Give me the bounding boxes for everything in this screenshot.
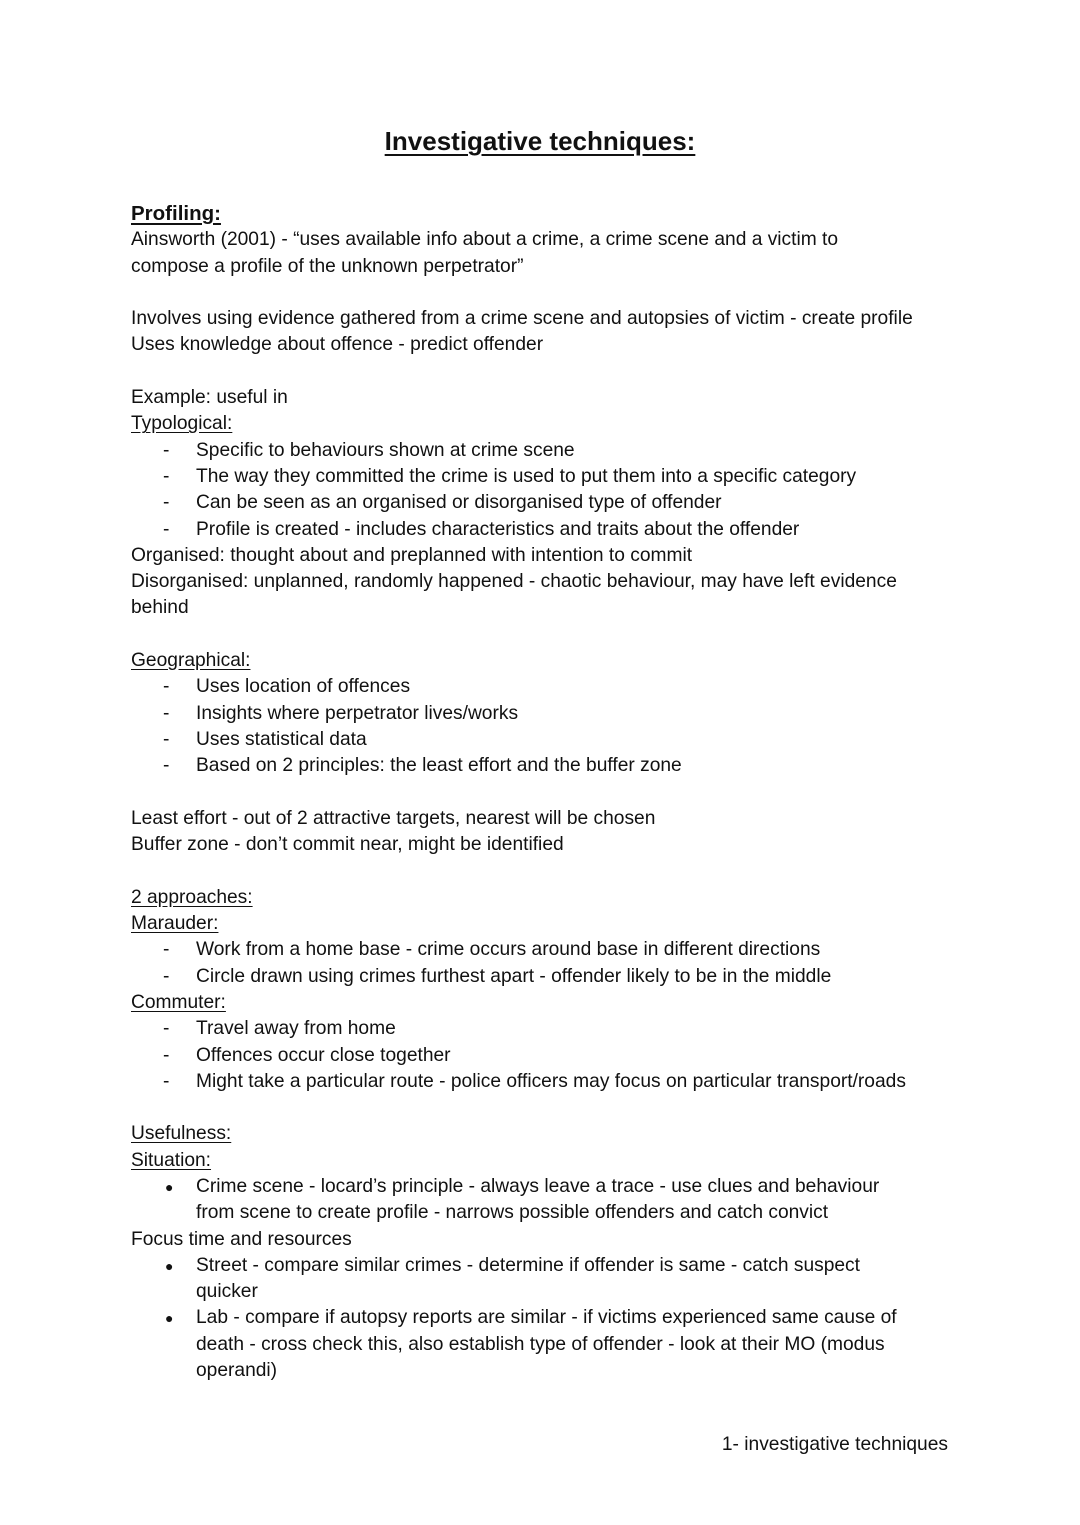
buffer-zone-text: Buffer zone - don’t commit near, might be identified [131, 834, 564, 856]
lab-line-2: death - cross check this, also establish type of offender - look at their MO (modus [196, 1333, 885, 1355]
crime-scene-line-1: Crime scene - locard’s principle - always leave a trace - use clues and behaviour [196, 1175, 880, 1197]
involves-text: Involves using evidence gathered from a crime scene and autopsies of victim - create profile [131, 308, 913, 330]
profiling-heading: Profiling: [131, 202, 221, 225]
situation-heading: Situation: [131, 1149, 212, 1171]
organised-text: Organised: thought about and preplanned with intention to commit [131, 544, 693, 566]
lab-line-3: operandi) [196, 1360, 278, 1382]
list-item: - The way they committed the crime is used to put them into a specific category [131, 464, 961, 490]
list-item: - Specific to behaviours shown at crime scene [131, 438, 961, 464]
list-item: - Work from a home base - crime occurs around base in different directions [131, 937, 961, 963]
focus-list [131, 1253, 961, 1384]
list-item: - Offences occur close together [131, 1043, 961, 1069]
list-item: - Uses location of offences [131, 674, 961, 700]
list-item: - Insights where perpetrator lives/works [131, 701, 961, 727]
crime-scene-line-2: from scene to create profile - narrows possible offenders and catch convict [196, 1202, 829, 1224]
notes-body [131, 201, 961, 1384]
commuter-list [131, 1016, 961, 1095]
disorganised-text-line-2: behind [131, 597, 189, 619]
usefulness-heading: Usefulness: [131, 1123, 232, 1145]
crime-scene-list [131, 1174, 961, 1227]
street-line-1: Street - compare similar crimes - determine if offender is same - catch suspect [196, 1254, 860, 1276]
street-line-2: quicker [196, 1281, 258, 1303]
list-item: - Might take a particular route - police officers may focus on particular transport/roads [131, 1069, 961, 1095]
geographical-heading: Geographical: [131, 650, 251, 672]
typological-heading: Typological: [131, 413, 233, 435]
approaches-heading: 2 approaches: [131, 886, 253, 908]
list-item: - Profile is created - includes characteristics and traits about the offender [131, 517, 961, 543]
marauder-heading: Marauder: [131, 913, 219, 935]
list-item: - Travel away from home [131, 1016, 961, 1042]
page-title: Investigative techniques: [384, 126, 696, 156]
list-item [131, 1174, 961, 1227]
lab-line-1: Lab - compare if autopsy reports are similar - if victims experienced same cause of [196, 1307, 897, 1329]
ainsworth-quote-line-1: Ainsworth (2001) - “uses available info about a crime, a crime scene and a victim to [131, 229, 839, 251]
least-effort-text: Least effort - out of 2 attractive targets, nearest will be chosen [131, 807, 656, 829]
typological-list [131, 438, 961, 543]
disorganised-text-line-1: Disorganised: unplanned, randomly happened - chaotic behaviour, may have left evidence [131, 571, 897, 593]
list-item [131, 1305, 961, 1384]
example-text: Example: useful in [131, 387, 288, 409]
list-item: - Based on 2 principles: the least effort and the buffer zone [131, 753, 961, 779]
geographical-list [131, 674, 961, 779]
uses-knowledge-text: Uses knowledge about offence - predict offender [131, 334, 544, 356]
commuter-heading: Commuter: [131, 991, 226, 1013]
page-footer: 1- investigative techniques [721, 1434, 948, 1455]
list-item: - Uses statistical data [131, 727, 961, 753]
ainsworth-quote-line-2: compose a profile of the unknown perpetrator” [131, 255, 524, 277]
list-item [131, 1253, 961, 1306]
marauder-list [131, 937, 961, 990]
list-item: - Circle drawn using crimes furthest apart - offender likely to be in the middle [131, 964, 961, 990]
focus-text: Focus time and resources [131, 1228, 352, 1250]
list-item: - Can be seen as an organised or disorganised type of offender [131, 490, 961, 516]
